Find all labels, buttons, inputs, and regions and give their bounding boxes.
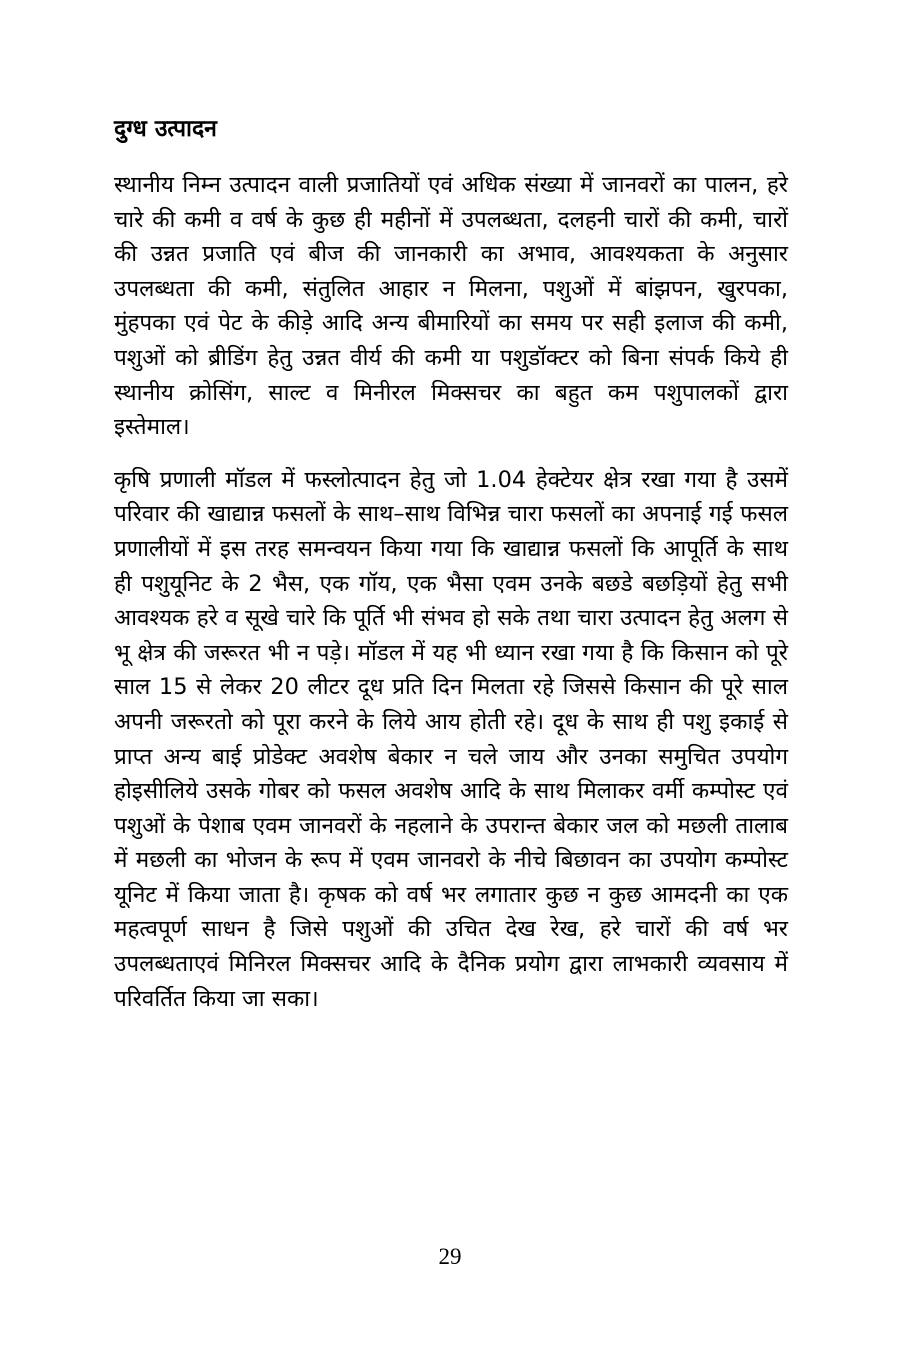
section-heading: दुग्ध उत्पादन xyxy=(114,116,217,142)
page-content xyxy=(114,112,788,1034)
paragraph-2: कृषि प्रणाली मॉडल में फस्लोत्पादन हेतु जो 1.04 हेक्टेयर क्षेत्र रखा गया है उसमें परिवार की खाद्यान्न फसलों के साथ–साथ विभिन्न चारा फसलों का अपनाई गई फसल प्रणालीयों में इस तरह समन्वयन किया गया कि खाद्यान्न फसलों कि आपूर्ति के साथ ही पशुयूनिट के 2 भैस, एक गॉय, एक भैसा एवम उनके बछडे बछड़ियों हेतु सभी आवश्यक हरे व सूखे चारे कि पूर्ति भी संभव हो सके तथा चारा उत्पादन हेतु अलग से भू क्षेत्र की जरूरत भी न पड़े। मॉडल में यह भी ध्यान रखा गया है कि किसान को पूरे साल 15 से लेकर 20 लीटर दूध प्रति दिन मिलता रहे जिससे किसान की पूरे साल अपनी जरूरतो को पूरा करने के लिये आय होती रहे। दूध के साथ ही पशु इकाई से प्राप्त अन्य बाई प्रोडेक्ट अवशेष बेकार न चले जाय और उनका समुचित उपयोग होइसीलिये उसके गोबर को फसल अवशेष आदि के साथ मिलाकर वर्मी कम्पोस्ट एवं पशुओं के पेशाब एवम जानवरों के नहलाने के उपरान्त बेकार जल को मछली तालाब में मछली का भोजन के रूप में एवम जानवरो के नीचे बिछावन का उपयोग कम्पोस्ट यूनिट में किया जाता है। कृषक को वर्ष भर लगातार कुछ न कुछ आमदनी का एक महत्वपूर्ण साधन है जिसे पशुओं की उचित देख रेख, हरे चारों की वर्ष भर उपलब्धताएवं मिनिरल मिक्सचर आदि के दैनिक प्रयोग द्वारा लाभकारी व्यवसाय में परिवर्तित किया जा सका। xyxy=(114,466,788,1012)
page-number: 29 xyxy=(438,1244,462,1269)
paragraph-1: स्थानीय निम्न उत्पादन वाली प्रजातियों एवं अधिक संख्या में जानवरों का पालन, हरे चारे की कमी व वर्ष के कुछ ही महीनों में उपलब्धता, दलहनी चारों की कमी, चारों की उन्नत प्रजाति एवं बीज की जानकारी का अभाव, आवश्यकता के अनुसार उपलब्धता की कमी, संतुलित आहार न मिलना, पशुओं में बांझपन, खुरपका, मुंहपका एवं पेट के कीड़े आदि अन्य बीमारियों का समय पर सही इलाज की कमी, पशुओं को ब्रीडिंग हेतु उन्नत वीर्य की कमी या पशुडॉक्टर को बिना संपर्क किये ही स्थानीय क्रोसिंग, साल्ट व मिनीरल मिक्सचर का बहुत कम पशुपालकों द्वारा इस्तेमाल। xyxy=(114,172,788,441)
